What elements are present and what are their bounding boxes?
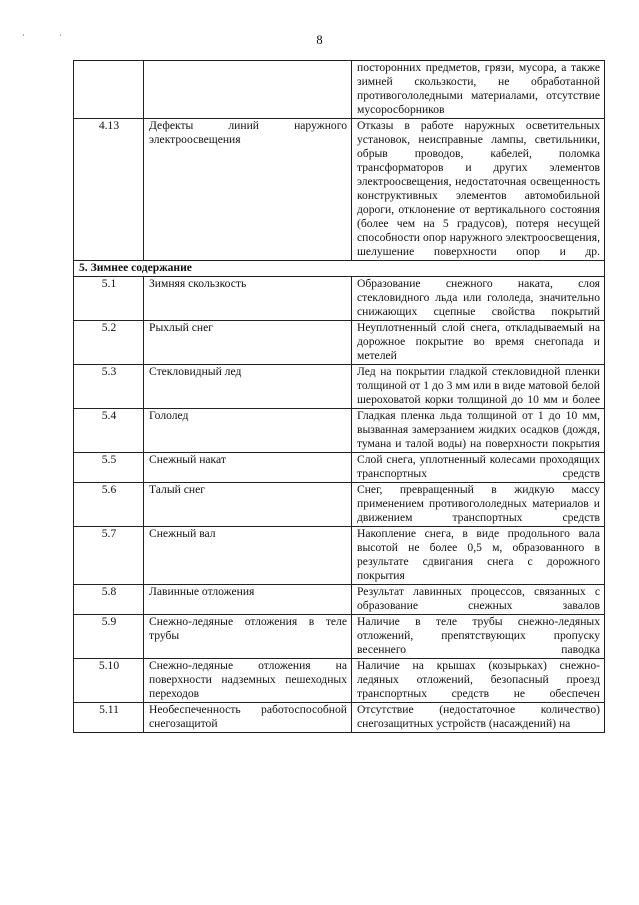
- table-row: [74, 409, 605, 453]
- defect-description: Наличие в теле трубы снежно-ледяных отложений, препятствующих пропуску весеннего паводка: [352, 615, 605, 659]
- row-number: 5.3: [74, 365, 144, 409]
- table-row: [74, 659, 605, 703]
- section-heading-row: [74, 261, 605, 277]
- row-number: 5.1: [74, 277, 144, 321]
- defect-description: Отказы в работе наружных осветительных установок, неисправные лампы, светильники, обрыв проводов, кабелей, поломка трансформаторов и других элементов электроосвещения, недостаточная освещенность конструктивных элементов автомобильной дороги, отклонение от вертикального состояния (более чем на 5 градусов), потеря несущей способности опор наружного электроосвещения, шелушение поверхности опор и др.: [352, 119, 605, 261]
- row-number: 5.9: [74, 615, 144, 659]
- table-row: [74, 615, 605, 659]
- table-row: [74, 585, 605, 615]
- defect-description: Наличие на крышах (козырьках) снежно-ледяных отложений, безопасный проезд транспортных средств не обеспечен: [352, 659, 605, 703]
- row-number: 5.7: [74, 527, 144, 585]
- table-row: [74, 277, 605, 321]
- table-row: [74, 483, 605, 527]
- row-number: 5.4: [74, 409, 144, 453]
- defect-description: Результат лавинных процессов, связанных с образование снежных завалов: [352, 585, 605, 615]
- row-number: [74, 61, 144, 119]
- row-number: 4.13: [74, 119, 144, 261]
- defect-name: Необеспеченность работоспособной снегозащитой: [144, 703, 352, 733]
- defect-name: Дефекты линий наружного электроосвещения: [144, 119, 352, 261]
- table-row: [74, 321, 605, 365]
- section-title: 5. Зимнее содержание: [74, 261, 605, 277]
- defect-name: Снежно-ледяные отложения на поверхности надземных пешеходных переходов: [144, 659, 352, 703]
- defect-name: Снежный вал: [144, 527, 352, 585]
- table-row: [74, 119, 605, 261]
- defect-description: Гладкая пленка льда толщиной от 1 до 10 мм, вызванная замерзанием жидких осадков (дождя, тумана и талой воды) на поверхности покрытия: [352, 409, 605, 453]
- defect-name: Гололед: [144, 409, 352, 453]
- defect-name: [144, 61, 352, 119]
- defect-name: Стекловидный лед: [144, 365, 352, 409]
- defect-description: Слой снега, уплотненный колесами проходящих транспортных средств: [352, 453, 605, 483]
- table-row: [74, 453, 605, 483]
- scan-specks: · ·: [22, 30, 79, 40]
- row-number: 5.8: [74, 585, 144, 615]
- defect-description: Отсутствие (недостаточное количество) снегозащитных устройств (насаждений) на: [352, 703, 605, 733]
- row-number: 5.5: [74, 453, 144, 483]
- defect-description: Неуплотненный слой снега, откладываемый на дорожное покрытие во время снегопада и метелей: [352, 321, 605, 365]
- defect-name: Талый снег: [144, 483, 352, 527]
- table-row: [74, 61, 605, 119]
- table-row: [74, 527, 605, 585]
- page-number: 8: [316, 33, 323, 47]
- row-number: 5.11: [74, 703, 144, 733]
- row-number: 5.6: [74, 483, 144, 527]
- defect-name: Снежный накат: [144, 453, 352, 483]
- defect-description: посторонних предметов, грязи, мусора, а также зимней скользкости, не обработанной противогололедными материалами, отсутствие мусоросборников: [352, 61, 605, 119]
- defects-table: [73, 60, 605, 733]
- defect-name: Лавинные отложения: [144, 585, 352, 615]
- table-row: [74, 703, 605, 733]
- defect-description: Лед на покрытии гладкой стекловидной пленки толщиной от 1 до 3 мм или в виде матовой белой шероховатой корки толщиной до 10 мм и более: [352, 365, 605, 409]
- defect-description: Образование снежного наката, слоя стекловидного льда или гололеда, значительно снижающих сцепные свойства покрытий: [352, 277, 605, 321]
- row-number: 5.2: [74, 321, 144, 365]
- defect-name: Снежно-ледяные отложения в теле трубы: [144, 615, 352, 659]
- defect-description: Накопление снега, в виде продольного вала высотой не более 0,5 м, образованного в результате сдвигания снега с дорожного покрытия: [352, 527, 605, 585]
- defect-name: Зимняя скользкость: [144, 277, 352, 321]
- table-row: [74, 365, 605, 409]
- defect-name: Рыхлый снег: [144, 321, 352, 365]
- row-number: 5.10: [74, 659, 144, 703]
- defect-description: Снег, превращенный в жидкую массу применением противогололедных материалов и движением транспортных средств: [352, 483, 605, 527]
